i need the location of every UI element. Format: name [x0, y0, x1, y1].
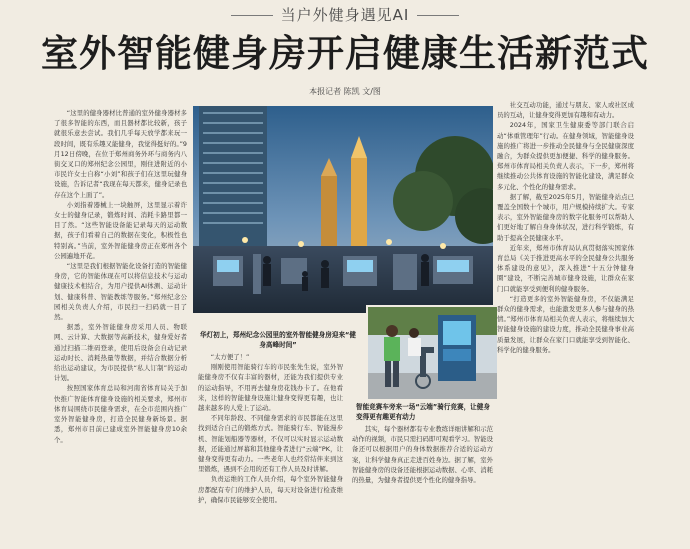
photo2-caption: 智能竞赛车旁来一场“云端”骑行竞赛，让健身变得更有趣更有动力	[356, 403, 490, 421]
photo1-caption: 华灯初上，郑州纪念公园里的室外智能健身房迎来“健身高峰时间”	[200, 331, 356, 349]
body-column-1	[54, 108, 187, 549]
paragraph: “太方便了！”	[210, 353, 250, 361]
paragraph: 负责运维的工作人员介绍，每个室外智能健身房都配有专门的维护人员，每天对设备进行检查维护，确保市民能够安全使用。	[198, 475, 343, 504]
body-column-4	[497, 100, 634, 549]
kicker-rule-left	[231, 15, 273, 16]
paragraph: 刚刚使用智能骑行车的市民张先生说，室外智能健身房不仅有丰富的器材，还能为我们提供专业的运动指导，不用再去健身房花钱办卡了。在他看来，这样的智能健身设施让健身变得更有趣，也让越来越多的人爱上了运动。	[198, 363, 343, 413]
park-night-photo	[193, 106, 493, 313]
byline: 本报记者 陈凯 文/图	[309, 87, 381, 96]
body-column-3	[352, 424, 493, 549]
paragraph: 不同年龄段、不同健身需求的市民都能在这里找到适合自己的锻炼方式。智能骑行车、智能漫步机、智能划船器等器材，不仅可以实时显示运动数据，还能通过屏幕和其他健身者进行“云端”PK，让健身变得更有动力。一些老年人也经常结伴来到这里锻炼，遇到不会用的还有工作人员及时讲解。	[198, 414, 343, 474]
paragraph: 据了解，截至2025年5月，智能健身站点已覆盖全国数十个城市，用户规模持续扩大。专家表示，室外智能健身房的数字化服务可以帮助人们更好地了解自身身体状况，进行科学锻炼，有助于提高全民健康水平。	[497, 192, 634, 242]
paragraph: 2024年，国家卫生健康委等部门联合启动“体重管理年”行动。在健身领域，智能健身设施的推广将进一步推动全民健身与全民健康深度融合，为群众提供更加便捷、科学的健身服务。郑州市体育局相关负责人表示，下一步，郑州将继续推动公共体育设施的智能化建设，满足群众多元化、个性化的健身需求。	[497, 121, 634, 191]
paragraph: 其实，每个器材都有专业教练详细讲解和示范动作的视频，市民只需扫码即可观看学习。智能设备还可以根据用户的身体数据推荐合适的运动方案，让科学健身真正走进百姓身边。据了解，室外智能健身房的设备还能根据运动数据、心率、消耗的热量，为健身者提供更个性化的健身指导。	[352, 425, 493, 485]
kicker-text: 当户外健身遇见AI	[280, 6, 410, 24]
smart-bike-photo	[366, 305, 499, 401]
kicker-rule-right	[417, 15, 459, 16]
paragraph: “这里是我们根据智能化设备打造的智能健身房，它的智能体现在可以将信息技术与运动健康技术相结合，为用户提供AI体测、运动计划、健康科普、智能教练等服务。”郑州纪念公园相关负责人介绍，市民扫一扫码就一目了然。	[54, 262, 187, 322]
paragraph: 社交互动功能，通过与朋友、家人或社区成员的互动，让健身变得更加有趣和有动力。	[497, 101, 634, 120]
paragraph: “打造更多的室外智能健身房，不仅能满足群众的健身需求，也能激发更多人参与健身的热情。”郑州市体育局相关负责人表示，将继续加大智能健身设施的建设力度，推动全民健身事业高质量发展，让群众在家门口就能享受到智能化、科学化的健身服务。	[497, 294, 634, 354]
paragraph: 按照国家体育总局和河南省体育局关于加快推广智能体育健身设施的相关要求，郑州市体育局围绕市民健身需求，在全市范围内推广室外智能健身房，打造全民健身新场景。据悉，郑州市目前已建成室外智能健身房10余个。	[54, 384, 187, 444]
paragraph: 近年来，郑州市体育局认真贯彻落实国家体育总局《关于推进更高水平的全民健身公共服务体系建设的意见》，深入推进“十五分钟健身圈”建设，不断完善城市健身设施，让群众在家门口就能享受到便利的健身服务。	[497, 243, 634, 293]
paragraph: 小刘指着器械上一块触屏，这里显示着许女士的健身记录，锻炼时间、消耗卡路里都一目了然。“这些智能设备能记录每天的运动数据，孩子们看着自己的数据在变化，积极性也特别高。”当前，室外智能健身房正在郑州各个公园遍地开花。	[54, 200, 187, 260]
paragraph: 据悉，室外智能健身房采用人员、物联网、云计算、大数据等高新技术，健身爱好者通过扫描二维码登录，使用后设备会自动记录运动时长、消耗热量等数据，并结合数据分析给出运动建议，为市民提供“私人订制”的运动计划。	[54, 323, 187, 383]
paragraph: “这里的健身器材比普通的室外健身器材多了很多智能的东西，而且器材都比较新，孩子就很乐意去尝试。我们几乎每天放学都来玩一段时间，既有乐趣又能健身，我觉得挺好的。”9月12日傍晚，在位于郑州商务外环与商务内八街交叉口的郑州纪念公园里，刚住进附近的小市民许女士自称“小刘”和孩子们在这里玩健身设施，告诉记者“我现在每天都来，健身记录也存在这个上面了”。	[54, 109, 187, 199]
body-column-2	[198, 352, 343, 549]
kicker	[0, 4, 690, 25]
headline: 室外智能健身房开启健康生活新范式	[41, 32, 649, 75]
